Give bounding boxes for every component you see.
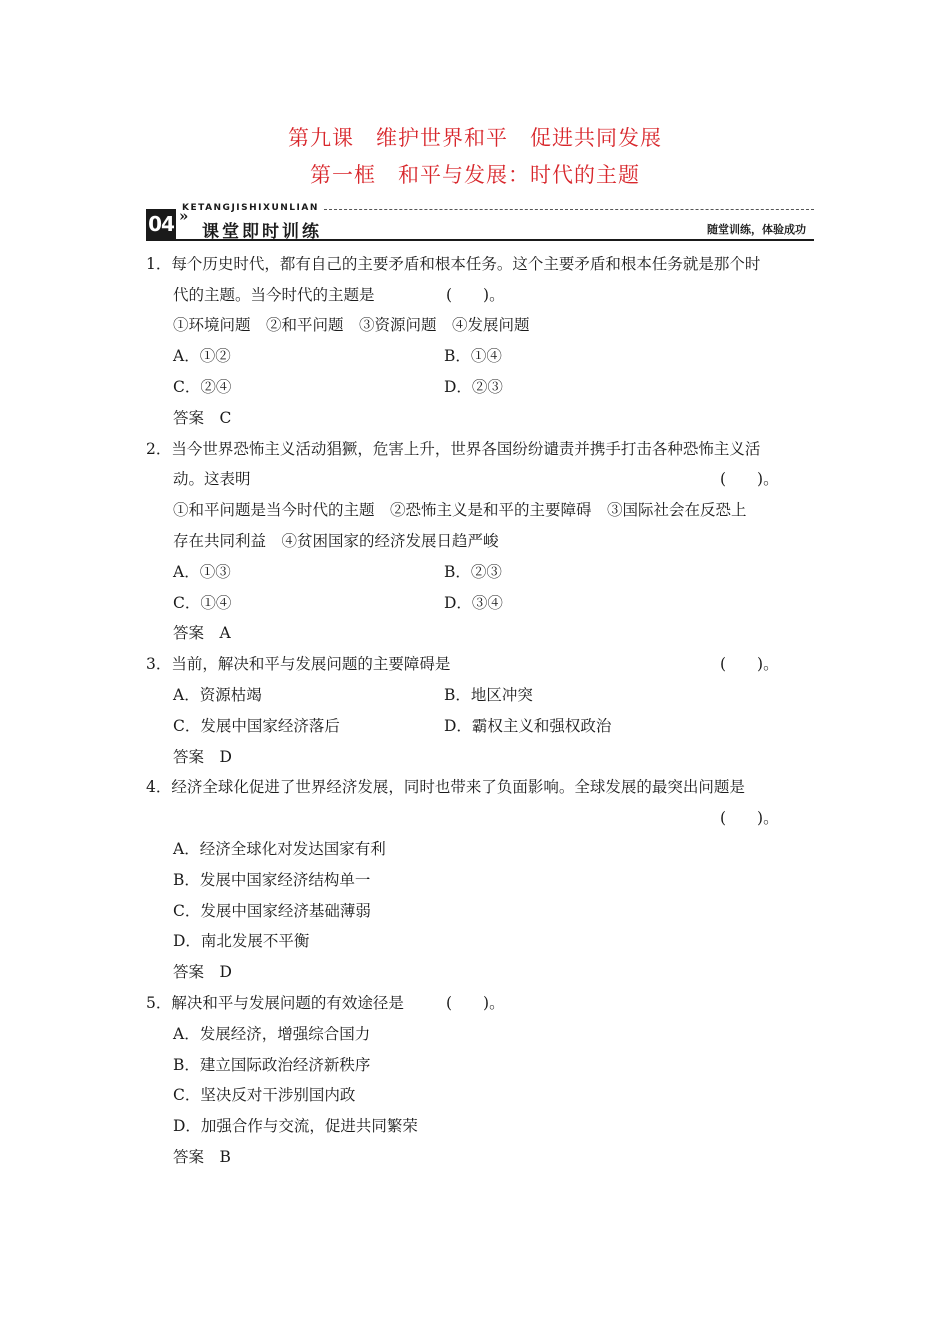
question-3-option-b: B．地区冲突	[444, 686, 533, 704]
question-1-option-d: D．②③	[444, 378, 503, 396]
question-5-option-b: B．建立国际政治经济新秩序	[173, 1056, 371, 1074]
banner-rule	[146, 239, 814, 241]
lesson-title: 第九课 维护世界和平 促进共同发展	[288, 126, 662, 150]
question-3-blank: ( )。	[720, 655, 779, 673]
section-title: 第一框 和平与发展：时代的主题	[310, 163, 640, 187]
question-2-items-cont: 存在共同利益 ④贫困国家的经济发展日趋严峻	[173, 532, 499, 550]
banner-pinyin: KETANGJISHIXUNLIAN	[182, 203, 319, 213]
question-1-option-a: A．①②	[173, 347, 231, 365]
banner-dashed-divider	[324, 209, 814, 210]
question-2-items: ①和平问题是当今时代的主题 ②恐怖主义是和平的主要障碍 ③国际社会在反恐上	[173, 501, 747, 519]
question-5-option-a: A．发展经济，增强综合国力	[173, 1025, 371, 1043]
question-2-text: 2．当今世界恐怖主义活动猖獗，危害上升，世界各国纷纷谴责并携手打击各种恐怖主义活	[146, 440, 761, 458]
question-2-blank: ( )。	[720, 470, 779, 488]
question-1-blank: ( )。	[446, 286, 505, 304]
question-5-blank: ( )。	[446, 994, 505, 1012]
question-3-answer: 答案 D	[173, 748, 232, 766]
question-5-option-d: D．加强合作与交流，促进共同繁荣	[173, 1117, 418, 1135]
banner-number: 04	[146, 209, 176, 239]
question-2-option-b: B．②③	[444, 563, 502, 581]
question-4-option-a: A．经济全球化对发达国家有利	[173, 840, 386, 858]
question-2-text-cont: 动。这表明	[173, 470, 251, 488]
question-1-text-cont: 代的主题。当今时代的主题是	[173, 286, 375, 304]
question-2-option-c: C．①④	[173, 594, 232, 612]
question-2-answer: 答案 A	[173, 624, 231, 642]
question-3-text: 3．当前，解决和平与发展问题的主要障碍是	[146, 655, 451, 673]
question-2-option-a: A．①③	[173, 563, 231, 581]
question-4-option-c: C．发展中国家经济基础薄弱	[173, 902, 371, 920]
question-4-blank: ( )。	[720, 809, 779, 827]
double-chevron-icon: »	[179, 207, 189, 225]
question-1-text: 1．每个历史时代，都有自己的主要矛盾和根本任务。这个主要矛盾和根本任务就是那个时	[146, 255, 761, 273]
question-3-option-d: D．霸权主义和强权政治	[444, 717, 612, 735]
banner-slogan: 随堂训练，体验成功	[707, 223, 806, 236]
question-5-option-c: C．坚决反对干涉别国内政	[173, 1086, 356, 1104]
question-4-text: 4．经济全球化促进了世界经济发展，同时也带来了负面影响。全球发展的最突出问题是	[146, 778, 745, 796]
banner-heading: 课堂即时训练	[202, 222, 322, 242]
question-1-option-b: B．①④	[444, 347, 502, 365]
section-banner	[146, 203, 814, 241]
question-4-answer: 答案 D	[173, 963, 232, 981]
question-3-option-c: C．发展中国家经济落后	[173, 717, 340, 735]
question-5-answer: 答案 B	[173, 1148, 231, 1166]
question-3-option-a: A．资源枯竭	[173, 686, 262, 704]
question-4-option-d: D．南北发展不平衡	[173, 932, 310, 950]
question-1-option-c: C．②④	[173, 378, 232, 396]
question-1-answer: 答案 C	[173, 409, 232, 427]
question-4-option-b: B．发展中国家经济结构单一	[173, 871, 371, 889]
question-1-items: ①环境问题 ②和平问题 ③资源问题 ④发展问题	[173, 316, 530, 334]
question-2-option-d: D．③④	[444, 594, 503, 612]
question-5-text: 5．解决和平与发展问题的有效途径是	[146, 994, 404, 1012]
